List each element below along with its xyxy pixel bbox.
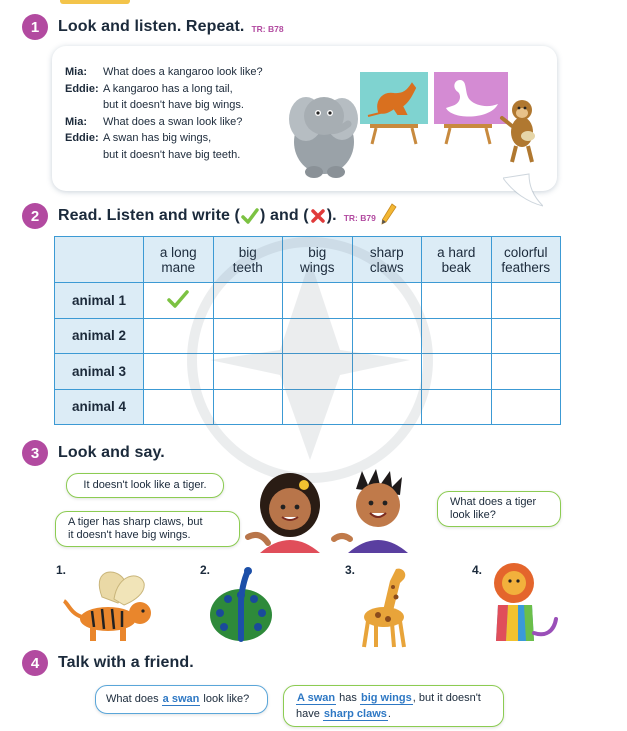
table-cell-answer[interactable] [491,389,561,425]
section3-number-badge: 3 [22,440,48,466]
kangaroo-painting [360,72,428,144]
dialogue-line [65,64,283,81]
answer-bubble: A swan has big wings, but it doesn't have sharp claws. [283,685,504,727]
table-cell-answer[interactable] [491,354,561,390]
children-illustration [238,465,438,553]
check-mark-icon [241,208,259,224]
dialogue-line [65,114,283,131]
table-column-header: a hard beak [422,237,492,283]
fill-blank: sharp claws [323,708,387,720]
section1-title: Look and listen. Repeat. [58,18,245,35]
section2-track-label: TR: B79 [343,212,376,223]
table-cell-answer[interactable] [491,283,561,319]
boy-illustration [334,469,408,553]
dialogue-lines [65,64,283,163]
table-row-label: animal 2 [55,318,144,354]
dialogue-text: A kangaroo has a long tail, [103,82,233,95]
speaker-name: Eddie: [65,132,99,144]
section3-header [22,438,165,468]
cross-mark-icon [310,208,326,224]
table-column-header: a long mane [144,237,214,283]
table-column-header: big teeth [213,237,283,283]
table-cell-answer[interactable] [491,318,561,354]
dialogue-card [52,46,557,191]
section4-title: Talk with a friend. [58,654,194,671]
section2-title-part1: Read. Listen and write ( [58,207,240,224]
section1-illustration [284,64,546,184]
dialogue-line [65,97,283,114]
dialogue-text: but it doesn't have big teeth. [103,148,241,161]
table-row-label: animal 4 [55,389,144,425]
dialogue-text: A swan has big wings, [103,132,212,144]
table-row-label: animal 3 [55,354,144,390]
top-accent-strip [60,0,130,4]
table-column-header: colorful feathers [491,237,561,283]
section4-header [22,648,194,678]
giraffe-illustration [352,561,418,649]
girl-illustration [248,473,320,553]
dialogue-line [65,147,283,164]
dialogue-line [65,81,283,98]
speaker-name: Eddie: [65,82,99,95]
fill-blank: A swan [297,692,336,704]
table-column-header: big wings [283,237,353,283]
section1-track-label: TR: B78 [251,23,284,34]
section2-number-badge: 2 [22,203,48,229]
table-column-header: sharp claws [352,237,422,283]
pencil-icon [381,203,397,225]
speaker-name: Mia: [65,115,87,128]
speech-bubble-right: What does a tiger look like? [437,491,561,527]
dialogue-text: What does a kangaroo look like? [103,66,263,78]
rainbow-lion-illustration [484,561,560,645]
winged-tiger-illustration [62,567,154,647]
speaker-name: Mia: [65,66,87,78]
picture-number: 2. [200,563,211,577]
picture-number: 4. [472,563,483,577]
question-bubble: What does a swan look like? [95,685,268,714]
dialogue-card-tail [503,172,543,208]
section1-number-badge: 1 [22,14,48,40]
picture-number: 1. [56,563,67,577]
dialogue-text: but it doesn't have big wings. [103,99,244,111]
section2-title-part2: ) and ( [260,207,309,224]
fill-blank: a swan [162,693,200,705]
watermark-logo [180,230,440,490]
dialogue-text: What does a swan look like? [103,115,243,128]
dialogue-line [65,130,283,147]
speech-bubble-left-bottom: A tiger has sharp claws, but it doesn't have big wings. [55,511,240,547]
picture-number: 3. [345,563,356,577]
speech-bubble-left-top: It doesn't look like a tiger. [66,473,224,498]
section3-title: Look and say. [58,444,165,461]
peacock-illustration [208,563,274,645]
swan-painting [434,72,508,144]
section4-number-badge: 4 [22,650,48,676]
table-row-label: animal 1 [55,283,144,319]
section1-header [22,12,284,42]
section2-header [22,201,397,231]
fill-blank: big wings [360,692,412,704]
elephant-illustration [289,97,358,178]
section2-title-part3: ). [326,207,337,224]
table-corner-cell [55,237,144,283]
